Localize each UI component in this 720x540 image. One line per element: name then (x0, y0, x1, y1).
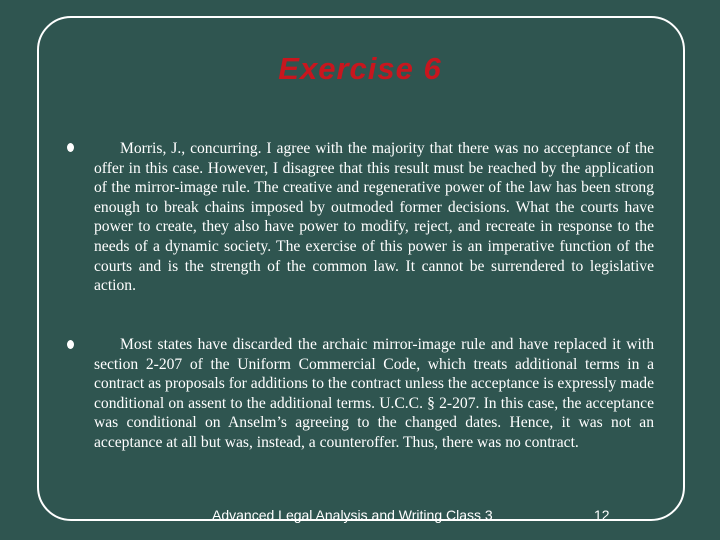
bullet-dot-icon (67, 143, 74, 152)
page-number: 12 (594, 507, 610, 523)
bullet-dot-icon (67, 340, 74, 349)
slide-footer: Advanced Legal Analysis and Writing Class 3 (212, 507, 493, 523)
slide-title: Exercise 6 (278, 51, 442, 86)
bullet-text-concurring-opinion: Morris, J., concurring. I agree with the majority that there was no acceptance of the offer in this case. However, I disagree that this result must be reached by the application of the mirror-image rule. The creative and regenerative power of the law has been strong enough to break chains imposed by outmoded former decisions. What the courts have power to create, they also have power to modify, reject, and recreate in response to the needs of a dynamic society. The exercise of this power is an imperative function of the courts and is the strength of the common law. It cannot be surrendered to legislative action. (94, 140, 654, 295)
bullet-text-ucc-2-207: Most states have discarded the archaic mirror-image rule and have replaced it with section 2-207 of the Uniform Commercial Code, which treats additional terms in a contract as proposals for additions to the contract unless the acceptance is expressly made conditional on assent to the additional terms. U.C.C. § 2-207. In this case, the acceptance was conditional on Anselm’s agreeing to the changed dates. Hence, it was not an acceptance at all but was, instead, a counteroffer. Thus, there was no contract. (94, 336, 654, 451)
